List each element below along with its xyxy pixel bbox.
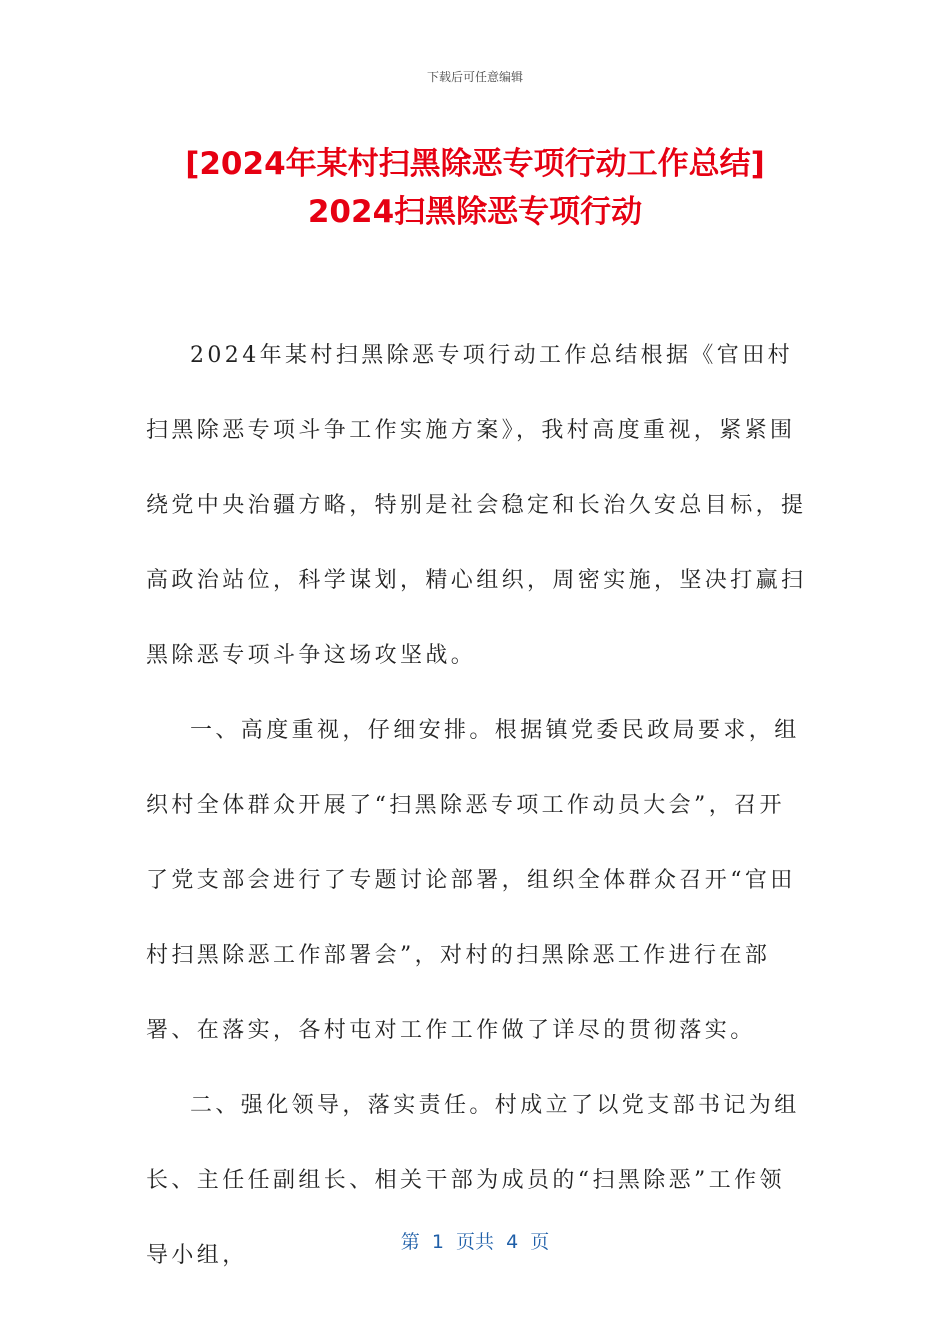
document-title — [60, 140, 890, 236]
title-line-1: [2024年某村扫黑除恶专项行动工作总结] — [185, 146, 765, 182]
title-line-2: 2024扫黑除恶专项行动 — [307, 194, 643, 230]
paragraph-section-1: 一、高度重视，仔细安排。根据镇党委民政局要求，组织村全体群众开展了“扫黑除恶专项工作动员大会”，召开了党支部会进行了专题讨论部署，组织全体群众召开“官田村扫黑除恶工作部署会”，对村的扫黑除恶工作进行在部署、在落实，各村屯对工作工作做了详尽的贯彻落实。 — [146, 718, 800, 1043]
document-body — [146, 318, 808, 1293]
header-note: 下载后可任意编辑 — [426, 70, 523, 84]
page-footer: 第 1 页共 4 页 — [400, 1231, 550, 1253]
paragraph-intro: 2024年某村扫黑除恶专项行动工作总结根据《官田村扫黑除恶专项斗争工作实施方案》，我村高度重视，紧紧围绕党中央治疆方略，特别是社会稳定和长治久安总目标，提高政治站位，科学谋划，精心组织，周密实施，坚决打赢扫黑除恶专项斗争这场攻坚战。 — [146, 343, 807, 668]
paragraph-section-2: 二、强化领导，落实责任。村成立了以党支部书记为组长、主任任副组长、相关干部为成员的“扫黑除恶”工作领导小组， — [146, 1093, 800, 1268]
